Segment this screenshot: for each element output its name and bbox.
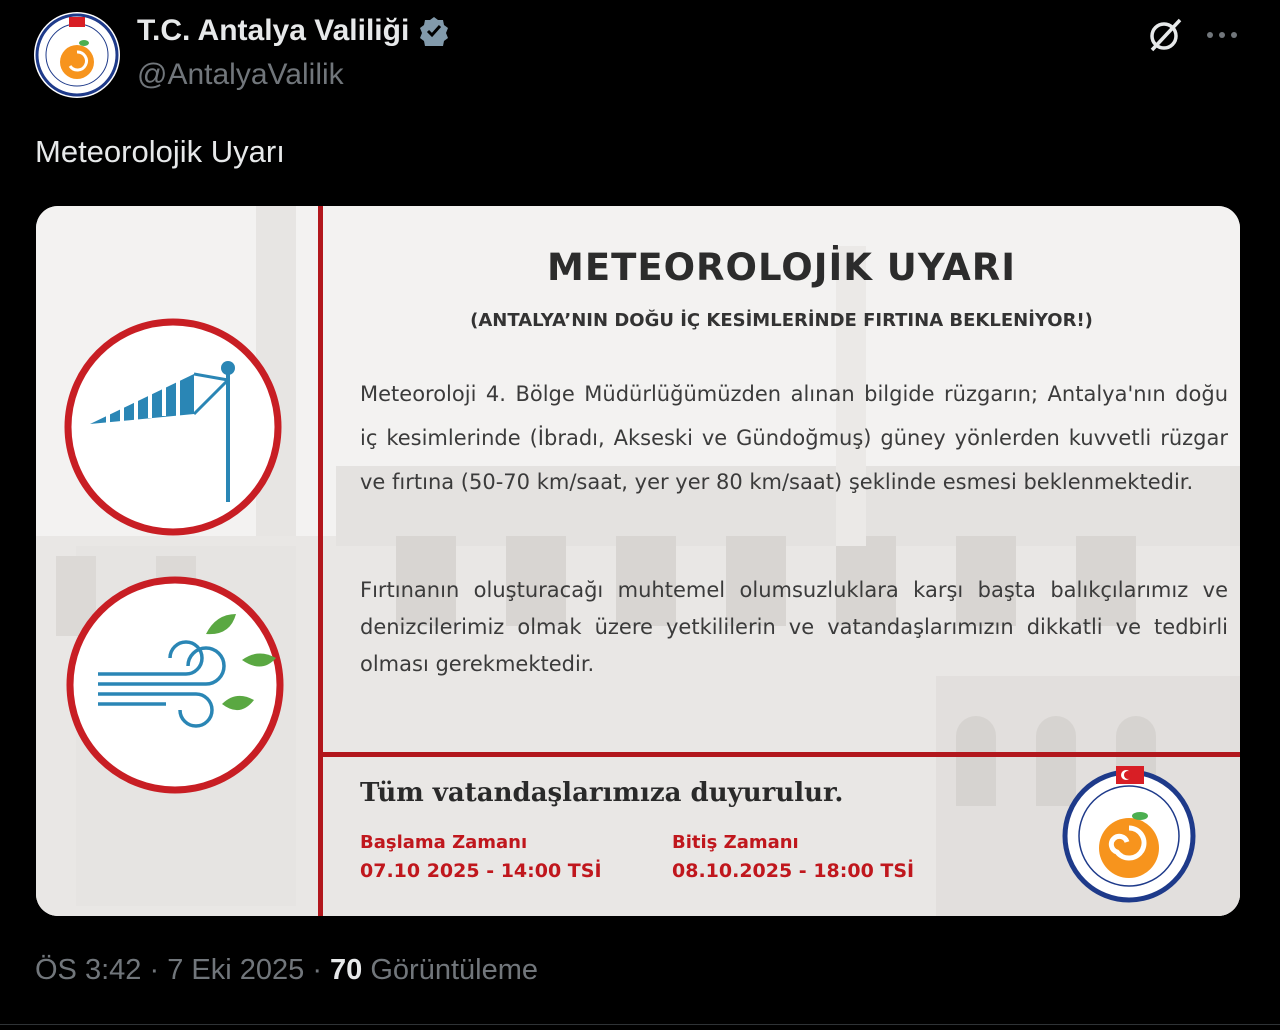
end-time-label: Bitiş Zamanı: [672, 832, 799, 853]
warning-title: METEOROLOJİK UYARI: [547, 246, 1016, 289]
windsock-icon: [64, 318, 282, 536]
tweet-date[interactable]: 7 Eki 2025: [167, 954, 305, 986]
start-time-label: Başlama Zamanı: [360, 832, 528, 853]
tweet-time[interactable]: ÖS 3:42: [35, 954, 142, 986]
verified-badge-icon: [419, 16, 449, 46]
warning-paragraph-2: Fırtınanın oluşturacağı muhtemel olumsuzluklara karşı başta balıkçılarımız ve denizcilerimiz olmak üzere yetkililerin ve vatandaşlarımızın dikkatli ve tedbirli olması gerekmektedir.: [360, 578, 1228, 676]
horizontal-divider: [323, 752, 1240, 757]
avatar[interactable]: [34, 12, 120, 98]
warning-paragraph-1: Meteoroloji 4. Bölge Müdürlüğümüzden alınan bilgide rüzgarın; Antalya'nın doğu iç kesimlerinde (İbradı, Akseski ve Gündoğmuş) güney yönlerden kuvvetli rüzgar ve fırtına (50-70 km/saat, yer yer 80 km/saat) şeklinde esmesi beklenmektedir.: [360, 382, 1228, 494]
views-label: Görüntüleme: [370, 954, 539, 986]
grok-icon[interactable]: [1146, 16, 1184, 54]
more-options-icon[interactable]: [1202, 18, 1242, 52]
display-name-text: T.C. Antalya Valiliği: [137, 14, 410, 47]
divider: [0, 1024, 1280, 1025]
tweet-meta: [35, 954, 538, 987]
meta-separator: ·: [149, 954, 160, 986]
handle[interactable]: @AntalyaValilik: [137, 58, 344, 91]
start-time-value: 07.10 2025 - 14:00 TSİ: [360, 860, 602, 882]
views-count: 70: [330, 954, 363, 986]
meta-separator: ·: [312, 954, 322, 986]
attached-image-card[interactable]: [36, 206, 1240, 916]
warning-subtitle: (ANTALYA’NIN DOĞU İÇ KESİMLERİNDE FIRTINA BEKLENİYOR!): [470, 310, 1093, 331]
tweet-header: [0, 0, 1280, 120]
tweet-text: Meteorolojik Uyarı: [35, 134, 285, 169]
display-name[interactable]: [137, 14, 449, 48]
wind-leaves-icon: [66, 576, 284, 794]
end-time-value: 08.10.2025 - 18:00 TSİ: [672, 860, 915, 882]
antalya-valiligi-seal-icon: [1058, 762, 1200, 904]
antalya-valiligi-logo: [34, 12, 120, 98]
announcement-text: Tüm vatandaşlarımıza duyurulur.: [360, 778, 844, 808]
